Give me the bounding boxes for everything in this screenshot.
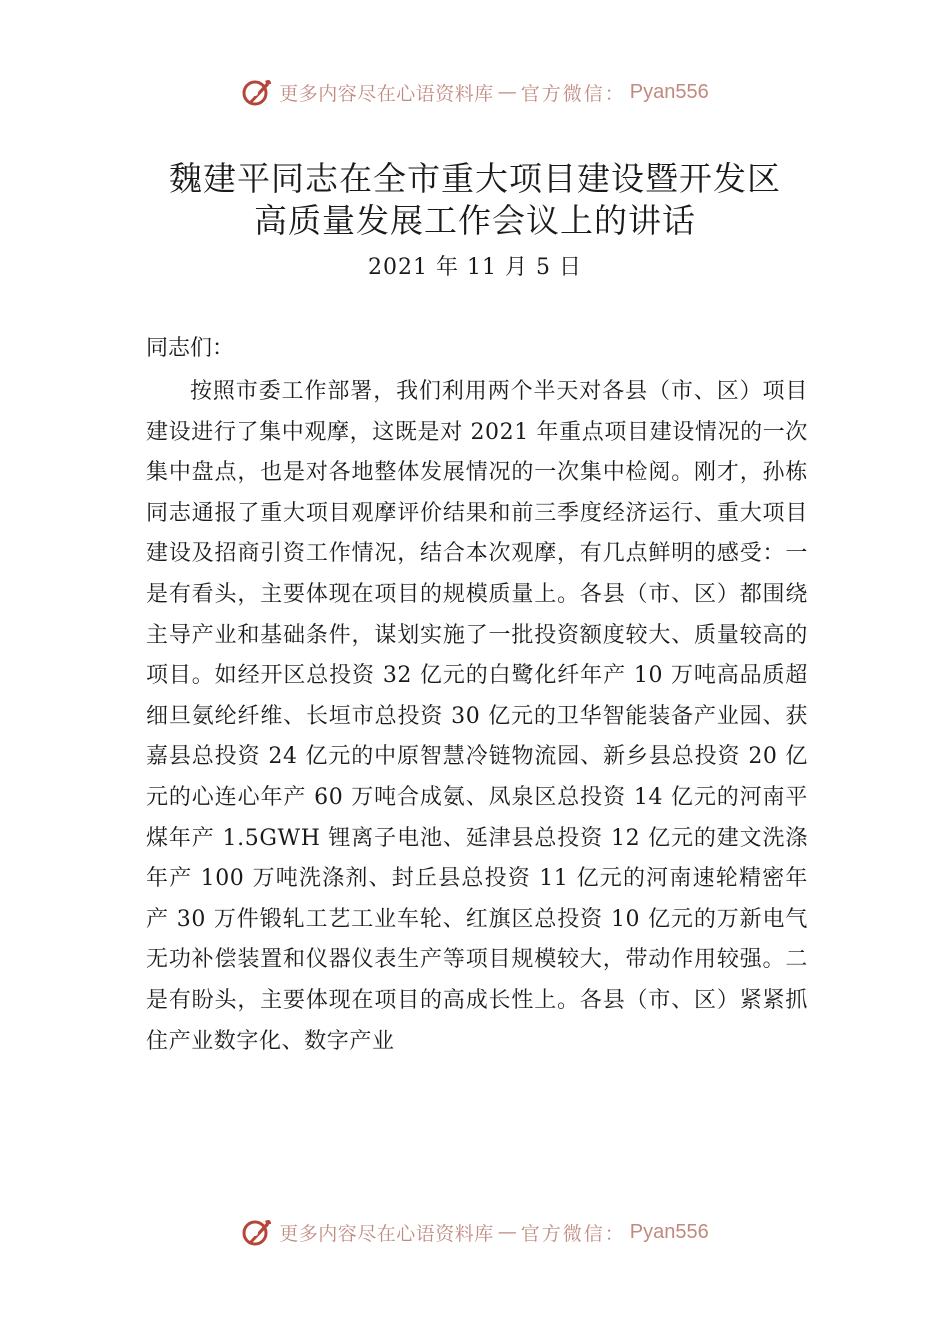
- header-banner: [0, 72, 950, 112]
- banner-wechat-id: Pyan556: [629, 1220, 709, 1243]
- quill-logo-icon: [241, 76, 273, 108]
- document-date: 2021 年 11 月 5 日: [368, 255, 582, 280]
- banner-site-text: 更多内容尽在心语资料库: [279, 82, 494, 105]
- banner-wechat-label: 官方微信：: [520, 1222, 626, 1245]
- banner-site-text: 更多内容尽在心语资料库: [279, 1222, 494, 1245]
- body-paragraph: 按照市委工作部署，我们利用两个半天对各县（市、区）项目建设进行了集中观摩，这既是对 2021 年重点项目建设情况的一次集中盘点，也是对各地整体发展情况的一次集中检阅。刚才，孙栋同志通报了重大项目观摩评价结果和前三季度经济运行、重大项目建设及招商引资工作情况，结合本次观摩，有几点鲜明的感受：一是有看头，主要体现在项目的规模质量上。各县（市、区）都围绕主导产业和基础条件，谋划实施了一批投资额度较大、质量较高的项目。如经开区总投资 32 亿元的白鹭化纤年产 10 万吨高品质超细旦氨纶纤维、长垣市总投资 30 亿元的卫华智能装备产业园、获嘉县总投资 24 亿元的中原智慧冷链物流园、新乡县总投资 20 亿元的心连心年产 60 万吨合成氨、凤泉区总投资 14 亿元的河南平煤年产 1.5GWH 锂离子电池、延津县总投资 12 亿元的建文洗涤年产 100 万吨洗涤剂、封丘县总投资 11 亿元的河南速轮精密年产 30 万件锻轧工艺工业车轮、红旗区总投资 10 亿元的万新电气无功补偿装置和仪器仪表生产等项目规模较大，带动作用较强。二是有盼头，主要体现在项目的高成长性上。各县（市、区）紧紧抓住产业数字化、数字产业: [146, 379, 808, 1054]
- banner-wechat-label: 官方微信：: [520, 82, 626, 105]
- title-line-1: 魏建平同志在全市重大项目建设暨开发区: [169, 159, 781, 198]
- banner-separator: —: [497, 1221, 517, 1243]
- document-title: [0, 158, 950, 242]
- quill-logo-icon: [241, 1216, 273, 1248]
- title-line-2: 高质量发展工作会议上的讲话: [254, 201, 696, 240]
- banner-separator: —: [497, 81, 517, 103]
- footer-banner: [0, 1212, 950, 1252]
- banner-wechat-id: Pyan556: [629, 80, 709, 103]
- salutation: 同志们：: [146, 336, 235, 361]
